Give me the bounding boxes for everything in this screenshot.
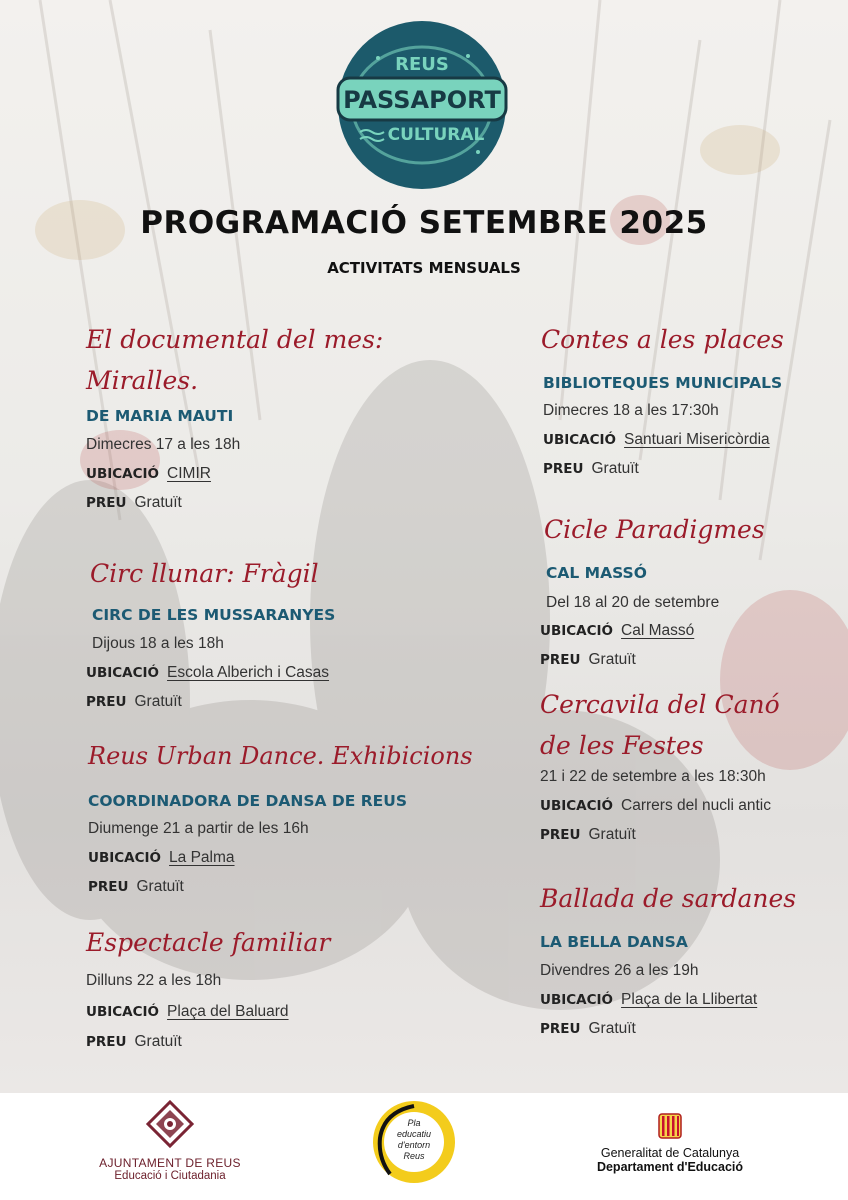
ajuntament-sub: Educació i Ciutadania	[114, 1170, 226, 1182]
event-title: Reus Urban Dance. Exhibicions	[88, 742, 473, 770]
event-title: Cicle Paradigmes	[544, 515, 765, 544]
event-price-row	[86, 1033, 182, 1051]
event-title: Contes a les places	[541, 325, 784, 354]
price-label: PREU	[540, 1021, 581, 1037]
location-link[interactable]: Santuari Misericòrdia	[624, 431, 770, 448]
logo-line2: PASSAPORT	[343, 86, 501, 114]
event-date: Del 18 al 20 de setembre	[546, 594, 720, 611]
event-location-row	[88, 849, 235, 867]
event-date: Dilluns 22 a les 18h	[86, 972, 222, 989]
price-value: Gratuït	[588, 1020, 636, 1037]
location-link[interactable]: Cal Massó	[621, 622, 695, 639]
event-location-row	[86, 465, 211, 483]
price-value: Gratuït	[588, 826, 636, 843]
event-date: Dimecres 17 a les 18h	[86, 436, 241, 453]
event-title: Espectacle familiar	[86, 928, 331, 957]
event-title: Cercavila del Canó	[540, 690, 780, 719]
location-label: UBICACIÓ	[88, 850, 162, 866]
location-label: UBICACIÓ	[540, 992, 614, 1008]
pla-educatiu-logo	[370, 1098, 458, 1186]
price-label: PREU	[86, 694, 127, 710]
location-value: Carrers del nucli antic	[621, 797, 771, 814]
event-location-row	[540, 622, 694, 640]
event-location-row	[543, 431, 770, 449]
event-title: El documental del mes:	[86, 325, 384, 354]
location-link[interactable]: CIMIR	[167, 465, 211, 482]
event-price-row	[88, 878, 184, 896]
logo-line1: REUS	[395, 54, 449, 75]
logo-line3: CULTURAL	[387, 125, 485, 145]
pla-line3: d'entorn	[397, 1140, 431, 1150]
pla-line2: educatiu	[396, 1129, 432, 1139]
location-label: UBICACIÓ	[540, 623, 614, 639]
event-date: Dimecres 18 a les 17:30h	[543, 402, 719, 419]
generalitat-line1: Generalitat de Catalunya	[600, 1146, 740, 1160]
event-date: Dijous 18 a les 18h	[92, 635, 224, 652]
event-price-row	[543, 460, 639, 478]
price-label: PREU	[86, 495, 127, 511]
event-date: 21 i 22 de setembre a les 18:30h	[540, 768, 766, 785]
event-organizer: LA BELLA DANSA	[540, 933, 688, 951]
page-title: PROGRAMACIÓ SETEMBRE 2025	[140, 205, 708, 241]
event-price-row	[540, 1020, 636, 1038]
event-price-row	[86, 693, 182, 711]
event-organizer: CAL MASSÓ	[546, 564, 647, 582]
event-organizer: BIBLIOTEQUES MUNICIPALS	[543, 374, 783, 392]
price-value: Gratuït	[134, 494, 182, 511]
price-label: PREU	[540, 827, 581, 843]
location-label: UBICACIÓ	[86, 1004, 160, 1020]
event-date: Diumenge 21 a partir de les 16h	[88, 820, 309, 837]
event-date: Divendres 26 a les 19h	[540, 962, 699, 979]
event-location-row	[540, 797, 771, 815]
reus-emblem-icon	[145, 1100, 195, 1152]
generalitat-line2: Departament d'Educació	[596, 1160, 744, 1174]
event-location-row	[540, 991, 757, 1009]
ajuntament-name: AJUNTAMENT DE REUS	[99, 1156, 241, 1170]
event-title: Circ llunar: Fràgil	[90, 559, 319, 588]
price-label: PREU	[543, 461, 584, 477]
generalitat-emblem-icon	[657, 1112, 683, 1142]
location-label: UBICACIÓ	[540, 798, 614, 814]
location-link[interactable]: Plaça del Baluard	[167, 1003, 289, 1020]
page-subtitle: ACTIVITATS MENSUALS	[327, 259, 521, 277]
event-title: Miralles.	[86, 366, 199, 395]
price-value: Gratuït	[588, 651, 636, 668]
price-label: PREU	[540, 652, 581, 668]
generalitat-logo	[580, 1112, 760, 1174]
event-organizer: CIRC DE LES MUSSARANYES	[92, 606, 336, 624]
price-value: Gratuït	[136, 878, 184, 895]
location-link[interactable]: Plaça de la Llibertat	[621, 991, 758, 1008]
pla-line4: Reus	[403, 1151, 425, 1161]
event-location-row	[86, 664, 329, 682]
event-title: de les Festes	[540, 731, 704, 760]
price-label: PREU	[88, 879, 129, 895]
location-link[interactable]: Escola Alberich i Casas	[167, 664, 330, 681]
price-label: PREU	[86, 1034, 127, 1050]
event-organizer: COORDINADORA DE DANSA DE REUS	[88, 792, 407, 810]
event-price-row	[540, 651, 636, 669]
location-label: UBICACIÓ	[543, 432, 617, 448]
location-label: UBICACIÓ	[86, 466, 160, 482]
event-location-row	[86, 1003, 289, 1021]
price-value: Gratuït	[134, 693, 182, 710]
passaport-cultural-logo	[328, 20, 516, 190]
pla-line1: Pla	[407, 1118, 421, 1128]
event-title: Ballada de sardanes	[540, 884, 797, 913]
price-value: Gratuït	[591, 460, 639, 477]
location-label: UBICACIÓ	[86, 665, 160, 681]
price-value: Gratuït	[134, 1033, 182, 1050]
location-link[interactable]: La Palma	[169, 849, 235, 866]
event-price-row	[540, 826, 636, 844]
ajuntament-reus-logo	[95, 1100, 245, 1182]
event-price-row	[86, 494, 182, 512]
event-organizer: DE MARIA MAUTI	[86, 407, 234, 425]
